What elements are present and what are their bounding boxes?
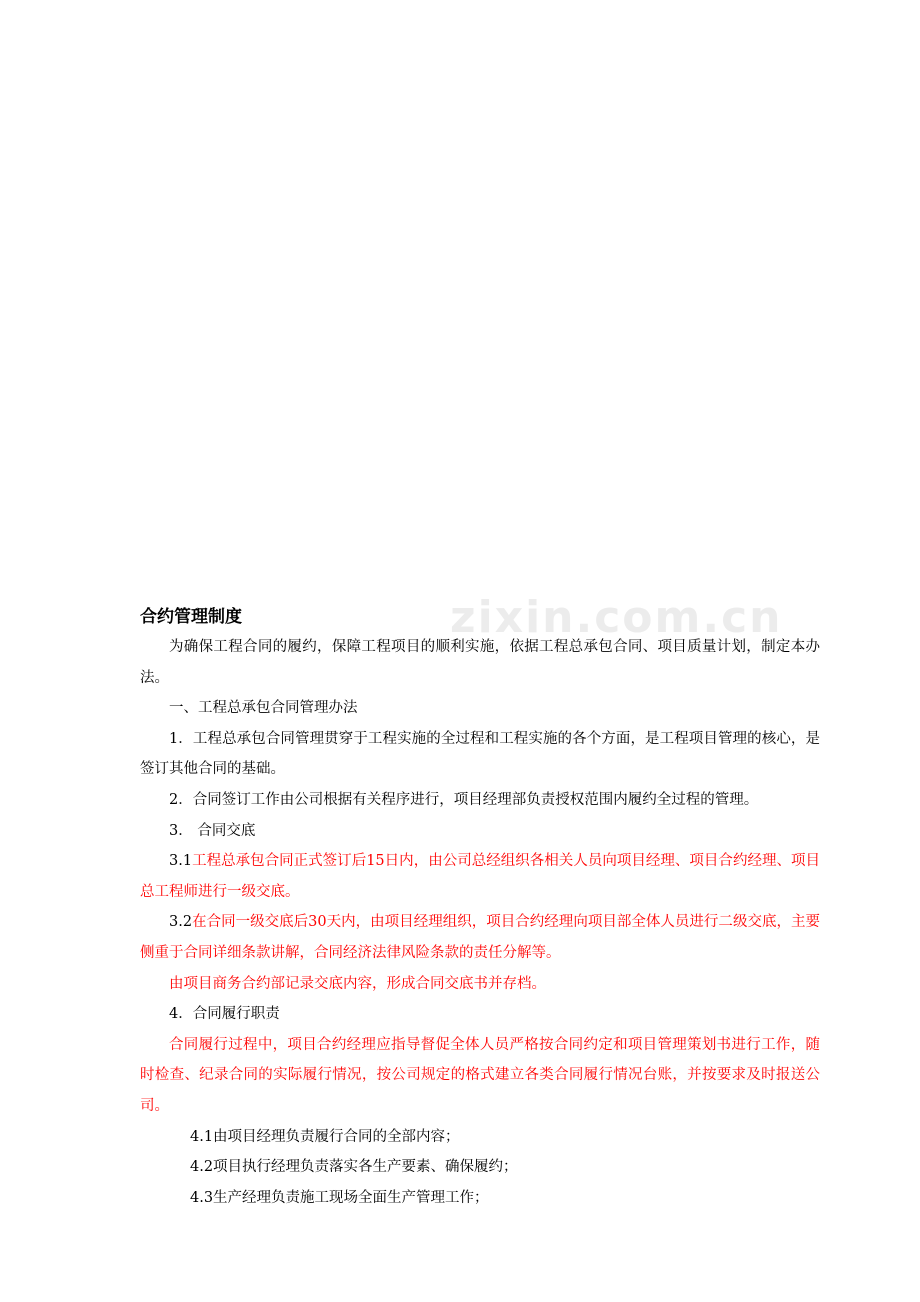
item-3-record: 由项目商务合约部记录交底内容，形成合同交底书并存档。: [169, 975, 546, 992]
item-4-1: 4.1由项目经理负责履行合同的全部内容；: [190, 1128, 460, 1145]
item-3-2-text: 在合同一级交底后30天内，由项目经理组织，项目合约经理向项目部全体人员进行二级交底，主要侧重于合同详细条款讲解，合同经济法律风险条款的责任分解等。: [140, 914, 820, 961]
item-1: 1．工程总承包合同管理贯穿于工程实施的全过程和工程实施的各个方面，是工程项目管理的核心，是签订其他合同的基础。: [140, 730, 820, 778]
item-2: 2．合同签订工作由公司根据有关程序进行，项目经理部负责授权范围内履约全过程的管理。: [169, 791, 759, 808]
item-3-1-text: 工程总承包合同正式签订后15日内，由公司总经组织各相关人员向项目经理、项目合约经理、项目总工程师进行一级交底。: [140, 853, 820, 900]
item-4-3: 4.3生产经理负责施工现场全面生产管理工作；: [190, 1189, 489, 1206]
document-body: [140, 602, 820, 1213]
watermark: zixin.com.cn: [450, 592, 783, 643]
item-4-paragraph: 合同履行过程中，项目合约经理应指导督促全体人员严格按合同约定和项目管理策划书进行工作，随时检查、纪录合同的实际履行情况，按公司规定的格式建立各类合同履行情况台账，并按要求及时报送公司。: [140, 1036, 820, 1114]
item-3-heading: 3． 合同交底: [169, 822, 256, 839]
document-title: 合约管理制度: [140, 607, 242, 627]
item-4-2: 4.2项目执行经理负责落实各生产要素、确保履约；: [190, 1159, 518, 1176]
item-3-2-number: 3.2: [169, 914, 193, 931]
item-3-1-number: 3.1: [169, 853, 193, 870]
item-3-2: [140, 907, 820, 968]
item-4-heading: 4．合同履行职责: [169, 1006, 280, 1023]
section-heading: 一、工程总承包合同管理办法: [169, 700, 358, 717]
intro-paragraph: 为确保工程合同的履约，保障工程项目的顺利实施，依据工程总承包合同、项目质量计划，制定本办法。: [140, 639, 820, 686]
item-3-1: [140, 846, 820, 907]
